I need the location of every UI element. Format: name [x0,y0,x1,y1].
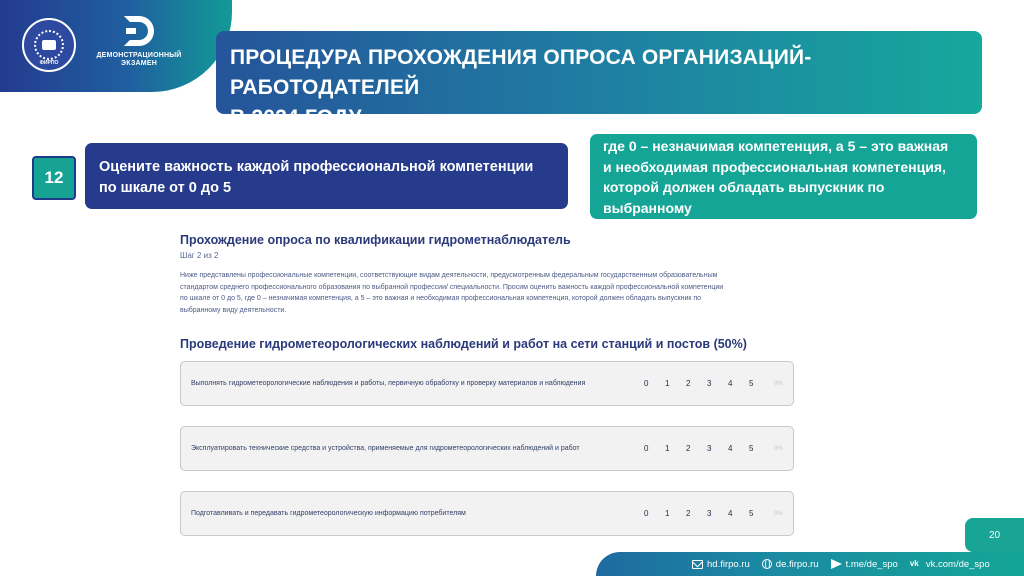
de-mark-icon [124,16,154,46]
footer-link-de-text: de.firpo.ru [775,558,819,570]
rating-option-2[interactable]: 2 [686,444,691,453]
survey-desc-line2: стандартом среднего профессионального образования по выбранной профессии/ специальности. Просим оценить важность каждой профессиональной компетенции [180,283,724,291]
footer-link-telegram[interactable] [831,559,898,570]
question-box [85,143,568,209]
footer-link-vk-text: vk.com/de_spo [925,558,990,570]
competency-card [180,426,794,471]
survey-desc-line1: Ниже представлены профессиональные компетенции, соответствующие видам деятельности, предусмотренным федеральным государственным образовательным [180,272,718,279]
survey-title: Прохождение опроса по квалификации гидрометнаблюдатель [180,233,571,247]
section-heading: Проведение гидрометеорологических наблюдений и работ на сети станций и постов (50%) [180,337,747,351]
page-title-line2: В 2024 ГОДУ [230,106,362,129]
rating-option-1[interactable]: 1 [665,509,670,518]
survey-description [180,270,780,316]
demo-exam-logo [98,16,180,76]
rating-option-0[interactable]: 0 [644,379,649,388]
rating-scale [644,444,770,453]
scale-note-box [590,134,977,236]
rating-option-4[interactable]: 4 [728,444,733,453]
footer-link-vk[interactable] [910,559,990,570]
competency-text: Эксплуатировать технические средства и устройства, применяемые для гидрометеорологических наблюдений и работ [191,445,580,452]
mail-icon [692,560,703,569]
note-line2: и необходимая профессиональная компетенция, [603,158,946,175]
rating-percent: 0% [774,445,783,452]
footer-bar [596,552,1024,576]
rating-scale [644,379,770,388]
book-icon [42,40,56,50]
seal-text: ФИРПО [39,60,59,66]
footer-link-telegram-text: t.me/de_spo [845,558,898,570]
rating-scale [644,509,770,518]
firpo-seal-logo [22,18,76,72]
competency-card [180,491,794,536]
footer-link-hd-text: hd.firpo.ru [707,558,750,570]
question-text-line2: по шкале от 0 до 5 [99,180,232,196]
logo-area [0,0,232,92]
header-banner [216,31,982,129]
note-line3: которой должен обладать выпускник по выбранному [603,179,885,216]
footer-link-de[interactable] [762,559,819,570]
rating-option-4[interactable]: 4 [728,509,733,518]
rating-option-0[interactable]: 0 [644,509,649,518]
rating-option-3[interactable]: 3 [707,509,712,518]
rating-option-3[interactable]: 3 [707,444,712,453]
rating-option-3[interactable]: 3 [707,379,712,388]
competency-text: Выполнять гидрометеорологические наблюдения и работы, первичную обработку и проверку материалов и наблюдения [191,380,586,387]
seal-emblem [34,30,64,60]
rating-option-5[interactable]: 5 [749,379,754,388]
competency-text: Подготавливать и передавать гидрометеорологическую информацию потребителям [191,510,466,517]
rating-option-2[interactable]: 2 [686,379,691,388]
competency-card [180,361,794,406]
rating-option-1[interactable]: 1 [665,444,670,453]
rating-percent: 0% [774,510,783,517]
rating-option-4[interactable]: 4 [728,379,733,388]
survey-desc-line4: выбранному виду деятельности. [180,306,287,314]
telegram-icon [831,559,842,569]
note-line1: где 0 – незначимая компетенция, а 5 – это важная [603,138,949,154]
globe-icon [762,559,772,569]
rating-option-2[interactable]: 2 [686,509,691,518]
rating-option-5[interactable]: 5 [749,444,754,453]
demo-exam-logo-text: ДЕМОНСТРАЦИОННЫЙ ЭКЗАМЕН [96,52,182,68]
rating-percent: 0% [774,380,783,387]
rating-option-1[interactable]: 1 [665,379,670,388]
survey-desc-line3: по шкале от 0 до 5, где 0 – незначимая компетенция, а 5 – это важная и необходимая профессиональная компетенция, которой должен обладать выпускник по [180,295,702,302]
rating-option-0[interactable]: 0 [644,444,649,453]
rating-option-5[interactable]: 5 [749,509,754,518]
page-number: 20 [965,518,1024,552]
note-line4: виду деятельности [603,220,739,236]
survey-step: Шаг 2 из 2 [180,251,219,260]
question-number-badge: 12 [32,156,76,200]
question-text-line1: Оцените важность каждой профессиональной компетенции [99,159,534,175]
vk-icon: vk [909,559,919,568]
page-title-line1: ПРОЦЕДУРА ПРОХОЖДЕНИЯ ОПРОСА ОРГАНИЗАЦИЙ-РАБОТОДАТЕЛЕЙ [230,46,812,99]
footer-link-hd[interactable] [692,559,750,570]
